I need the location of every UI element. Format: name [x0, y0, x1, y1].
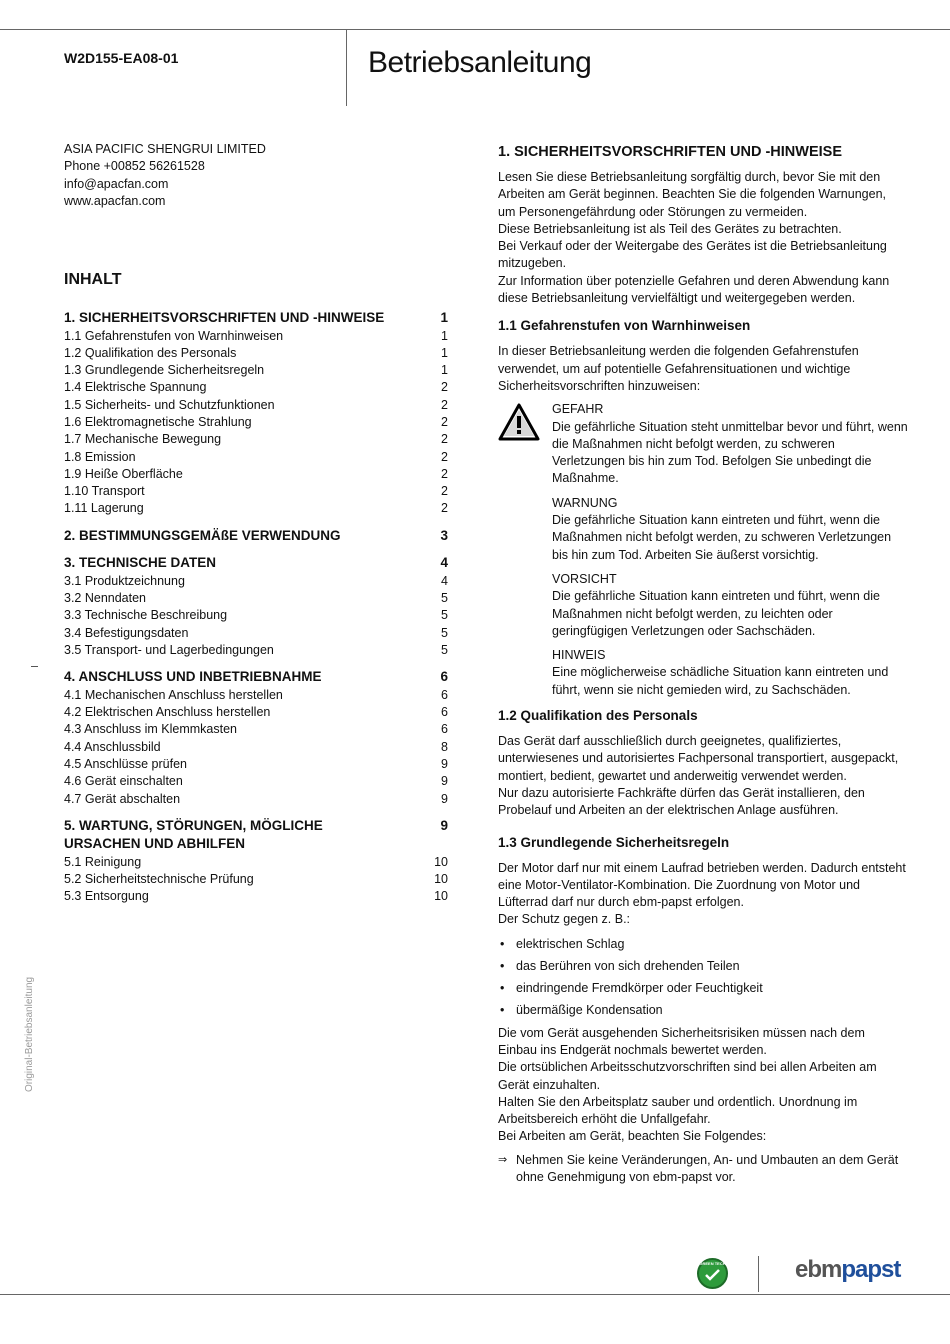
- toc-item[interactable]: [64, 379, 448, 396]
- toc-item[interactable]: [64, 756, 448, 773]
- document-id: W2D155-EA08-01: [64, 50, 179, 66]
- company-name: ASIA PACIFIC SHENGRUI LIMITED: [64, 142, 266, 156]
- badge-text: GREEN TECH: [699, 1261, 726, 1266]
- list-item-text: übermäßige Kondensation: [516, 1002, 663, 1017]
- toc-item-page: 6: [441, 705, 448, 720]
- toc-item-page: 2: [441, 484, 448, 499]
- list-item-text: eindringende Fremdkörper oder Feuchtigkeit: [516, 980, 763, 995]
- toc-section-label: 5. WARTUNG, STÖRUNGEN, MÖGLICHE: [64, 817, 323, 833]
- toc-item-label: 5.2 Sicherheitstechnische Prüfung: [64, 872, 254, 887]
- toc-item-label: 1.1 Gefahrenstufen von Warnhinweisen: [64, 328, 284, 343]
- toc-section[interactable]: [64, 554, 448, 573]
- list-item: [498, 999, 890, 1021]
- toc-item[interactable]: [64, 704, 448, 721]
- toc-item-label: 4.1 Mechanischen Anschluss herstellen: [64, 687, 283, 702]
- text-line: um Personengefährdung oder Störungen zu vermeiden.: [498, 204, 808, 219]
- toc-section[interactable]: [64, 309, 448, 328]
- toc-item-page: 2: [441, 432, 448, 447]
- toc-item[interactable]: [64, 362, 448, 379]
- checkmark-icon: [705, 1269, 720, 1281]
- toc-item-page: 4: [441, 573, 448, 588]
- bullet-icon: •: [500, 1002, 505, 1017]
- warning-text-line: führt, wenn sie nicht gemieden wird, zu Sachschäden.: [552, 682, 851, 697]
- text-line: Sicherheitsvorschriften hinzuweisen:: [498, 378, 701, 393]
- toc-item-page: 5: [441, 625, 448, 640]
- toc-body: [64, 309, 448, 906]
- text-line: Gerät einzuhalten.: [498, 1077, 601, 1092]
- footer-divider: [758, 1256, 759, 1292]
- toc-item[interactable]: [64, 607, 448, 624]
- warning-level-hinweis: [552, 647, 890, 699]
- toc-section-page: 6: [440, 669, 448, 685]
- toc-item-label: 1.6 Elektromagnetische Strahlung: [64, 414, 252, 429]
- toc-item-label: 5.3 Entsorgung: [64, 889, 149, 904]
- side-label: Original-Betriebsanleitung: [24, 976, 35, 1092]
- toc-item-page: 10: [434, 854, 448, 869]
- toc-item-label: 1.8 Emission: [64, 449, 136, 464]
- text-line: ohne Genehmigung von ebm-papst vor.: [516, 1170, 736, 1185]
- action-instruction: [498, 1152, 899, 1187]
- toc-item-label: 1.10 Transport: [64, 484, 145, 499]
- text-line: Zur Information über potenzielle Gefahren und deren Abwendung kann: [498, 273, 890, 288]
- toc-item-label: 3.5 Transport- und Lagerbedingungen: [64, 642, 274, 657]
- section-1-3-text-2: [498, 1025, 890, 1146]
- toc-item-label: 1.7 Mechanische Bewegung: [64, 432, 222, 447]
- text-line: Halten Sie den Arbeitsplatz sauber und ordentlich. Unordnung im: [498, 1094, 858, 1109]
- toc-item-label: 4.7 Gerät abschalten: [64, 791, 181, 806]
- toc-item-page: 1: [441, 328, 448, 343]
- toc-item-label: 1.11 Lagerung: [64, 501, 144, 516]
- toc-item-page: 2: [441, 397, 448, 412]
- toc-item-page: 10: [434, 889, 448, 904]
- header-divider: [346, 29, 347, 106]
- list-item: [498, 933, 890, 955]
- ebmpapst-logo: [795, 1256, 900, 1284]
- toc-item[interactable]: [64, 721, 448, 738]
- text-line: mitzugeben.: [498, 256, 567, 271]
- toc-item-page: 5: [441, 608, 448, 623]
- section-1-1-text: [498, 343, 890, 395]
- text-line: verwendet, um auf potentielle Gefahrensituationen und wichtige: [498, 361, 851, 376]
- toc-item-page: 8: [441, 739, 448, 754]
- text-line: Der Schutz gegen z. B.:: [498, 912, 631, 927]
- toc-item[interactable]: [64, 871, 448, 888]
- warning-text-line: Maßnahmen nicht befolgt werden, zu leichten oder: [552, 606, 833, 621]
- warning-title: GEFAHR: [552, 402, 604, 417]
- toc-section-page: 9: [440, 817, 448, 833]
- toc-item-page: 2: [441, 466, 448, 481]
- warning-triangle-icon: [498, 403, 540, 441]
- toc-item[interactable]: [64, 625, 448, 642]
- warning-list: [552, 401, 908, 699]
- toc-item[interactable]: [64, 854, 448, 871]
- toc-item-page: 9: [441, 774, 448, 789]
- toc-item-page: 5: [441, 591, 448, 606]
- toc-section-label-line-2: URSACHEN UND ABHILFEN: [64, 836, 245, 852]
- warning-text-line: Maßnahme.: [552, 471, 619, 486]
- toc-item[interactable]: [64, 590, 448, 607]
- toc-item-label: 1.2 Qualifikation des Personals: [64, 345, 237, 360]
- text-line: Diese Betriebsanleitung ist als Teil des Gerätes zu betrachten.: [498, 221, 842, 236]
- toc-item[interactable]: [64, 687, 448, 704]
- toc-item-page: 9: [441, 791, 448, 806]
- toc-section-label: 1. SICHERHEITSVORSCHRIFTEN UND -HINWEISE: [64, 310, 385, 325]
- section-1-2-heading: 1.2 Qualifikation des Personals: [498, 708, 698, 724]
- text-line: Probelauf und Arbeiten an der elektrischen Anlage ausführen.: [498, 803, 839, 818]
- warning-title: HINWEIS: [552, 648, 606, 663]
- toc-item-page: 1: [441, 345, 448, 360]
- section-1-3-heading: 1.3 Grundlegende Sicherheitsregeln: [498, 834, 730, 850]
- logo-part-ebm: ebm: [795, 1256, 842, 1283]
- toc-item-page: 2: [441, 501, 448, 516]
- toc-item-page: 1: [441, 363, 448, 378]
- text-line: Nur dazu autorisierte Fachkräfte dürfen das Gerät installieren, den: [498, 785, 865, 800]
- warning-text-line: Die gefährliche Situation kann eintreten und führt, wenn die: [552, 589, 880, 604]
- toc-section-label: 2. BESTIMMUNGSGEMÄßE VERWENDUNG: [64, 527, 341, 543]
- toc-item-label: 4.5 Anschlüsse prüfen: [64, 756, 187, 771]
- toc-item-page: 2: [441, 380, 448, 395]
- text-line: In dieser Betriebsanleitung werden die folgenden Gefahrenstufen: [498, 344, 859, 359]
- protection-list: [498, 933, 890, 1021]
- toc-section-page: 3: [440, 527, 448, 543]
- toc-item-page: 2: [441, 414, 448, 429]
- text-line: Bei Arbeiten am Gerät, beachten Sie Folgendes:: [498, 1129, 767, 1144]
- toc-item[interactable]: [64, 431, 448, 448]
- warning-text-line: Verletzungen bis hin zum Tod. Befolgen Sie unbedingt die: [552, 454, 872, 469]
- warning-level-vorsicht: [552, 571, 890, 640]
- warning-text-line: Maßnahmen nicht befolgt werden, zu schweren Verletzungen: [552, 530, 892, 545]
- toc-section-page: 4: [440, 555, 448, 571]
- action-text: [516, 1152, 899, 1187]
- warning-text-line: geringfügigen Verletzungen oder Sachschäden.: [552, 623, 816, 638]
- toc-section-label: 3. TECHNISCHE DATEN: [64, 555, 217, 571]
- toc-item-label: 1.3 Grundlegende Sicherheitsregeln: [64, 363, 265, 378]
- toc-item-page: 5: [441, 642, 448, 657]
- toc-item-label: 4.2 Elektrischen Anschluss herstellen: [64, 705, 271, 720]
- toc-item-label: 4.6 Gerät einschalten: [64, 774, 183, 789]
- toc-item-page: 9: [441, 756, 448, 771]
- text-line: diese Betriebsanleitung vervielfältigt und weitergegeben werden.: [498, 291, 856, 306]
- toc-item[interactable]: [64, 642, 448, 659]
- toc-title: INHALT: [64, 271, 122, 288]
- toc-section-continuation: [64, 835, 448, 854]
- section-1-1-heading: 1.1 Gefahrenstufen von Warnhinweisen: [498, 318, 751, 334]
- company-website[interactable]: www.apacfan.com: [64, 194, 166, 209]
- company-phone: Phone +00852 56261528: [64, 159, 205, 174]
- list-item-text: das Berühren von sich drehenden Teilen: [516, 958, 740, 973]
- warning-title: WARNUNG: [552, 495, 618, 510]
- text-line: Arbeiten am Gerät beginnen. Beachten Sie die folgenden Warnungen,: [498, 187, 886, 202]
- toc-item-label: 1.9 Heiße Oberfläche: [64, 466, 183, 481]
- company-email[interactable]: info@apacfan.com: [64, 176, 169, 191]
- company-block: [64, 141, 266, 211]
- toc-item-page: 6: [441, 722, 448, 737]
- text-line: Arbeitsbereich erhöht die Unfallgefahr.: [498, 1112, 711, 1127]
- section-1-heading: 1. SICHERHEITSVORSCHRIFTEN UND -HINWEISE: [498, 144, 842, 160]
- toc-item[interactable]: [64, 791, 448, 808]
- warning-text-line: bis hin zum Tod. Arbeiten Sie äußerst vorsichtig.: [552, 547, 819, 562]
- text-line: Die ortsüblichen Arbeitsschutzvorschriften sind bei allen Arbeiten am: [498, 1060, 877, 1075]
- text-line: unterwiesenes und autorisiertes Fachpersonal transportiert, ausgepackt,: [498, 751, 899, 766]
- toc-item[interactable]: [64, 573, 448, 590]
- section-1-2-text: [498, 733, 899, 819]
- footer-rule: [0, 1294, 950, 1295]
- bullet-icon: •: [500, 936, 505, 951]
- list-item: [498, 955, 890, 977]
- toc-item[interactable]: [64, 773, 448, 790]
- toc-item[interactable]: [64, 397, 448, 414]
- bullet-icon: •: [500, 980, 505, 995]
- main-content: [498, 143, 908, 1186]
- margin-mark: [31, 666, 38, 667]
- toc-item-label: 4.3 Anschluss im Klemmkasten: [64, 722, 237, 737]
- bullet-icon: •: [500, 958, 505, 973]
- header-top-rule: [0, 29, 950, 30]
- toc-item[interactable]: [64, 500, 448, 517]
- text-line: Lüfterrad darf nur durch ebm-papst erfolgen.: [498, 895, 744, 910]
- toc-item[interactable]: [64, 414, 448, 431]
- arrow-icon: ⇒: [498, 1153, 508, 1166]
- table-of-contents: [64, 271, 448, 906]
- toc-section[interactable]: [64, 668, 448, 687]
- text-line: Bei Verkauf oder der Weitergabe des Gerätes ist die Betriebsanleitung: [498, 239, 887, 254]
- toc-item-label: 3.1 Produktzeichnung: [64, 573, 185, 588]
- toc-item[interactable]: [64, 345, 448, 362]
- toc-section[interactable]: [64, 817, 448, 836]
- text-line: Der Motor darf nur mit einem Laufrad betrieben werden. Dadurch entsteht: [498, 860, 906, 875]
- green-tech-badge-icon: [697, 1258, 728, 1289]
- text-line: Nehmen Sie keine Veränderungen, An- und Umbauten an dem Gerät: [516, 1152, 899, 1167]
- section-1-3-text: [498, 860, 906, 929]
- warning-title: VORSICHT: [552, 571, 617, 586]
- text-line: Einbau ins Endgerät nochmals bewertet werden.: [498, 1042, 767, 1057]
- warning-level-gefahr: [552, 401, 908, 487]
- warning-level-warnung: [552, 495, 890, 564]
- warning-text-line: die Maßnahmen nicht befolgt werden, zu schweren: [552, 436, 835, 451]
- logo-part-papst: papst: [841, 1256, 901, 1283]
- section-1-text: [498, 169, 890, 307]
- toc-item-label: 1.5 Sicherheits- und Schutzfunktionen: [64, 397, 275, 412]
- text-line: Lesen Sie diese Betriebsanleitung sorgfältig durch, bevor Sie mit den: [498, 170, 881, 184]
- toc-item[interactable]: [64, 328, 448, 345]
- toc-item-page: 6: [441, 687, 448, 702]
- text-line: Das Gerät darf ausschließlich durch geeignetes, qualifiziertes,: [498, 734, 842, 749]
- list-item: [498, 977, 890, 999]
- toc-item-label: 4.4 Anschlussbild: [64, 739, 161, 754]
- toc-item-page: 10: [434, 872, 448, 887]
- toc-item[interactable]: [64, 466, 448, 483]
- toc-item-label: 3.3 Technische Beschreibung: [64, 608, 228, 623]
- list-item-text: elektrischen Schlag: [516, 936, 625, 951]
- warning-levels: [498, 401, 908, 699]
- toc-item-label: 5.1 Reinigung: [64, 854, 142, 869]
- toc-section-label: 4. ANSCHLUSS UND INBETRIEBNAHME: [64, 669, 322, 685]
- toc-item-label: 3.2 Nenndaten: [64, 591, 147, 606]
- toc-item-label: 3.4 Befestigungsdaten: [64, 625, 189, 640]
- toc-item-page: 2: [441, 449, 448, 464]
- toc-item[interactable]: [64, 449, 448, 466]
- text-line: montiert, bedient, gewartet und anderweitig verwendet werden.: [498, 768, 847, 783]
- text-line: eine Motor-Ventilator-Kombination. Die Zuordnung von Motor und: [498, 877, 861, 892]
- warning-text-line: Die gefährliche Situation steht unmittelbar bevor und führt, wenn: [552, 419, 908, 434]
- toc-section[interactable]: [64, 527, 448, 546]
- toc-item-label: 1.4 Elektrische Spannung: [64, 380, 207, 395]
- warning-text-line: Die gefährliche Situation kann eintreten und führt, wenn die: [552, 513, 880, 528]
- toc-item[interactable]: [64, 483, 448, 500]
- page-title: Betriebsanleitung: [368, 46, 592, 79]
- toc-section-page: 1: [440, 310, 448, 325]
- warning-text-line: Eine möglicherweise schädliche Situation kann eintreten und: [552, 665, 889, 680]
- text-line: Die vom Gerät ausgehenden Sicherheitsrisiken müssen nach dem: [498, 1025, 865, 1040]
- toc-item[interactable]: [64, 888, 448, 905]
- toc-item[interactable]: [64, 739, 448, 756]
